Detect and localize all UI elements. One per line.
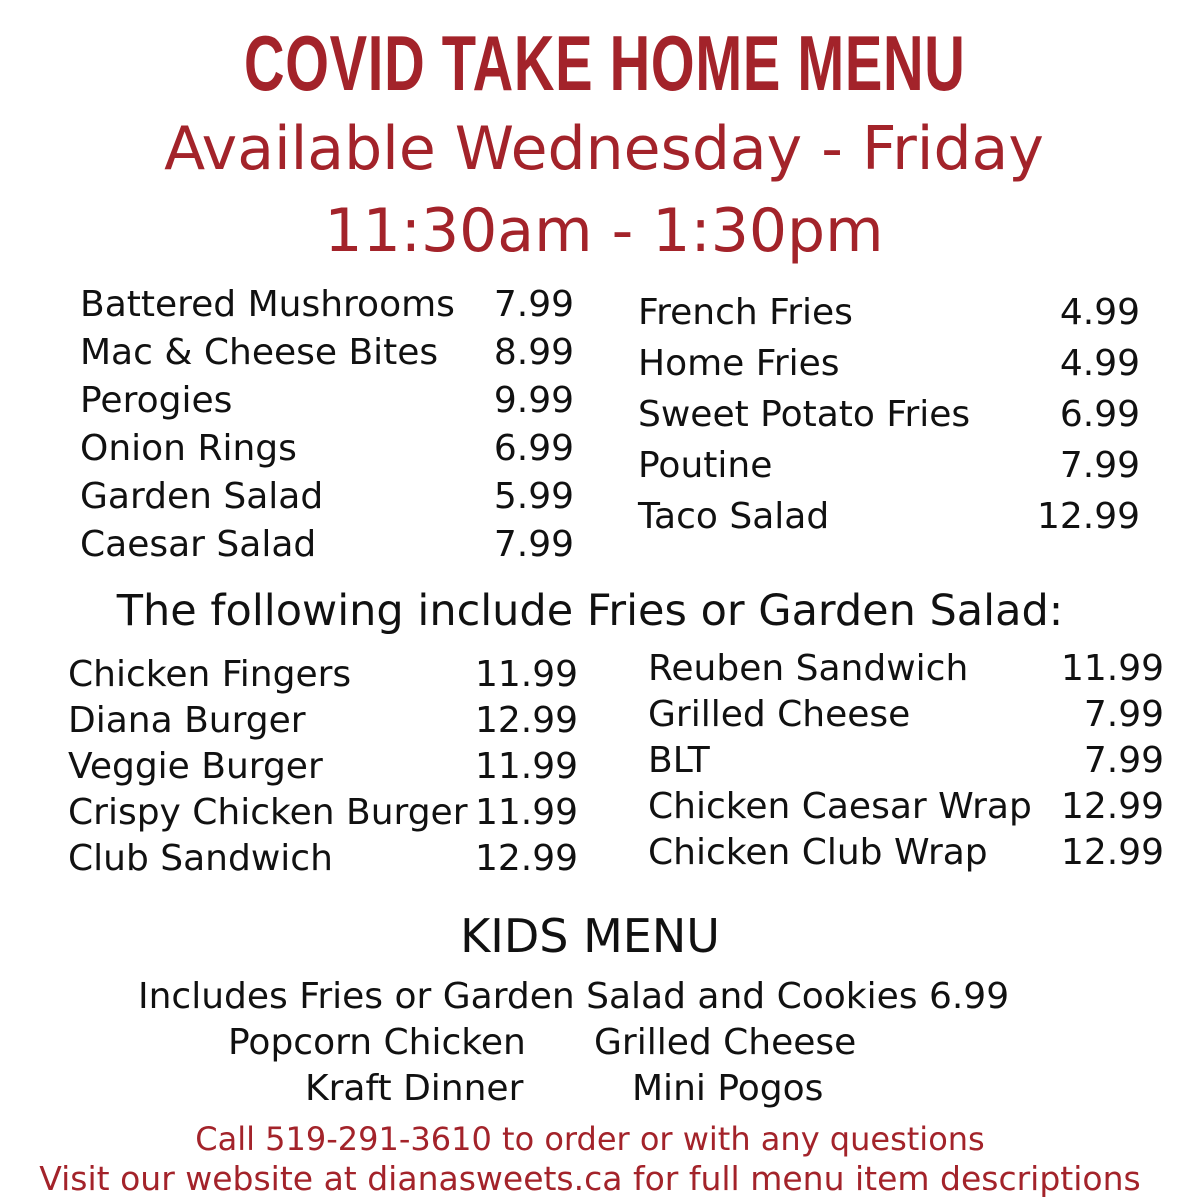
menu-item-price: 12.99: [1060, 832, 1164, 873]
menu-item-name: Garden Salad: [80, 476, 324, 517]
menu-item-price: 6.99: [1059, 394, 1140, 435]
menu-item: [638, 287, 1140, 338]
appetizers-right-list: [638, 287, 1140, 542]
menu-item: [80, 377, 574, 425]
kids-menu-item: Mini Pogos: [632, 1068, 824, 1109]
mains-left-list: [68, 652, 578, 882]
menu-item-price: 12.99: [1036, 496, 1140, 537]
menu-item-price: 11.99: [474, 654, 578, 695]
kids-menu-title: KIDS MENU: [460, 909, 720, 963]
menu-item-price: 7.99: [493, 524, 574, 565]
menu-item-name: Taco Salad: [638, 496, 830, 537]
kids-menu-description: Includes Fries or Garden Salad and Cookies 6.99: [138, 976, 1010, 1017]
phone-order-line: Call 519-291-3610 to order or with any questions: [195, 1120, 985, 1158]
menu-item: [80, 281, 574, 329]
menu-item: [648, 738, 1164, 784]
menu-item-name: Chicken Caesar Wrap: [648, 786, 1032, 827]
menu-item-name: Club Sandwich: [68, 838, 333, 879]
menu-item-price: 7.99: [1059, 445, 1140, 486]
kids-menu-item: Kraft Dinner: [305, 1068, 524, 1109]
website-line: Visit our website at dianasweets.ca for full menu item descriptions: [39, 1159, 1141, 1198]
menu-item-price: 11.99: [474, 792, 578, 833]
menu-item-price: 7.99: [493, 284, 574, 325]
mains-right-list: [648, 646, 1164, 876]
menu-item: [648, 784, 1164, 830]
menu-item-price: 4.99: [1059, 292, 1140, 333]
menu-item-name: Chicken Club Wrap: [648, 832, 988, 873]
menu-item-price: 11.99: [1060, 648, 1164, 689]
menu-item: [648, 692, 1164, 738]
menu-item-price: 11.99: [474, 746, 578, 787]
menu-item-name: Perogies: [80, 380, 233, 421]
menu-item: [80, 521, 574, 569]
menu-item-price: 7.99: [1083, 740, 1164, 781]
menu-item: [68, 744, 578, 790]
appetizers-left-list: [80, 281, 574, 569]
menu-item-price: 12.99: [474, 700, 578, 741]
menu-item-name: Crispy Chicken Burger: [68, 792, 468, 833]
kids-menu-item: Popcorn Chicken: [228, 1022, 526, 1063]
menu-item-name: Chicken Fingers: [68, 654, 352, 695]
menu-item-name: Sweet Potato Fries: [638, 394, 971, 435]
availability-hours: 11:30am - 1:30pm: [324, 196, 884, 266]
mains-heading: The following include Fries or Garden Salad:: [116, 586, 1064, 636]
menu-item-price: 12.99: [1060, 786, 1164, 827]
kids-menu-item: Grilled Cheese: [594, 1022, 857, 1063]
menu-item-price: 5.99: [493, 476, 574, 517]
menu-item: [648, 646, 1164, 692]
menu-item-name: Poutine: [638, 445, 773, 486]
menu-item-price: 8.99: [493, 332, 574, 373]
menu-item-name: French Fries: [638, 292, 853, 333]
menu-item-name: Grilled Cheese: [648, 694, 911, 735]
menu-item: [80, 329, 574, 377]
menu-item: [638, 440, 1140, 491]
menu-item: [638, 389, 1140, 440]
menu-item-name: Veggie Burger: [68, 746, 323, 787]
menu-item-name: Diana Burger: [68, 700, 306, 741]
menu-item-name: BLT: [648, 740, 710, 781]
availability-days: Available Wednesday - Friday: [164, 114, 1044, 184]
menu-item-name: Home Fries: [638, 343, 840, 384]
menu-item-name: Battered Mushrooms: [80, 284, 455, 325]
menu-item-price: 9.99: [493, 380, 574, 421]
menu-item: [80, 473, 574, 521]
menu-item-name: Onion Rings: [80, 428, 297, 469]
menu-item: [638, 491, 1140, 542]
menu-item-name: Reuben Sandwich: [648, 648, 969, 689]
menu-item-price: 4.99: [1059, 343, 1140, 384]
menu-item-name: Caesar Salad: [80, 524, 317, 565]
menu-item-price: 7.99: [1083, 694, 1164, 735]
menu-item-price: 6.99: [493, 428, 574, 469]
menu-title: COVID TAKE HOME MENU: [243, 19, 966, 107]
menu-item: [80, 425, 574, 473]
menu-item: [68, 698, 578, 744]
menu-item: [68, 652, 578, 698]
menu-item: [648, 830, 1164, 876]
menu-item: [68, 836, 578, 882]
menu-item: [68, 790, 578, 836]
menu-item-name: Mac & Cheese Bites: [80, 332, 439, 373]
menu-item: [638, 338, 1140, 389]
menu-item-price: 12.99: [474, 838, 578, 879]
